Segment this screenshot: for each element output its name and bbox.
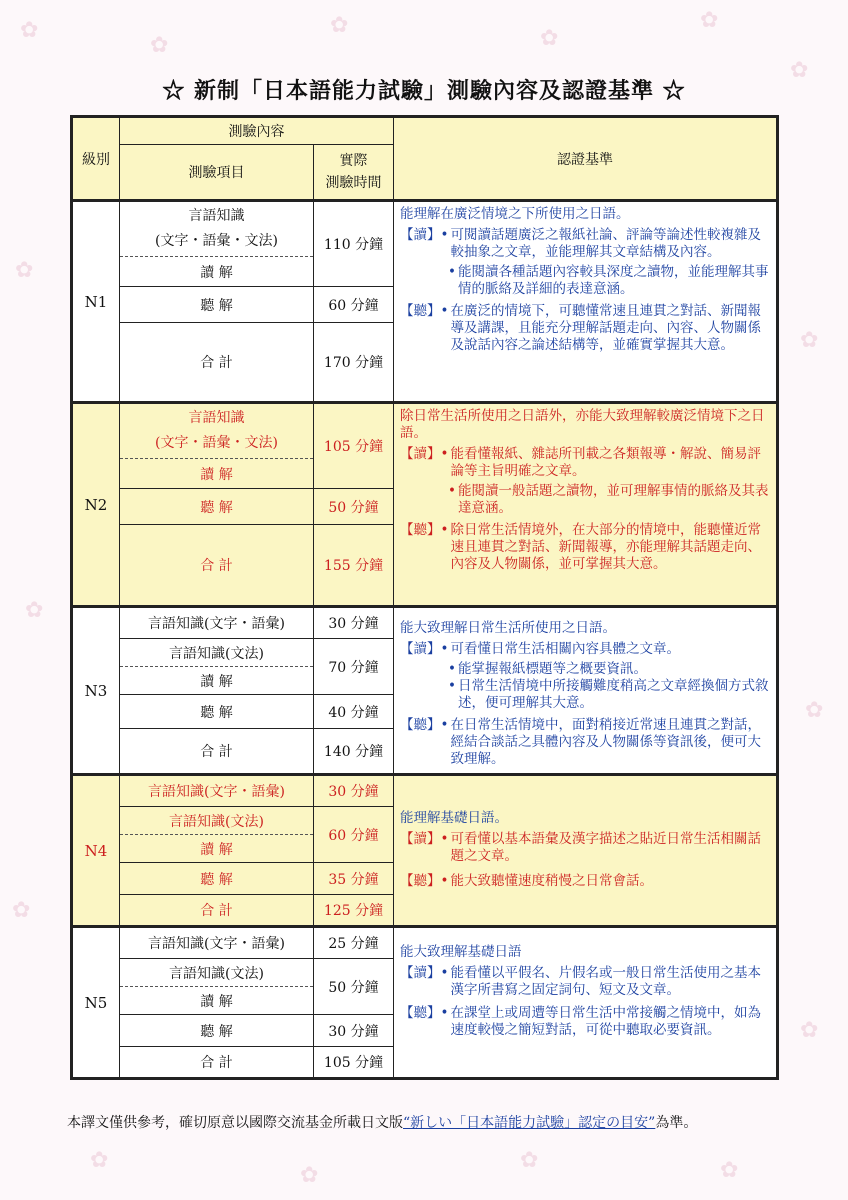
read-point: 能閱讀一般話題之讀物，並可理解事情的脈絡及其表達意涵。 xyxy=(457,483,769,516)
blossom-icon: ✿ xyxy=(300,1163,319,1188)
listen-tag: 【聽】 xyxy=(400,873,441,889)
criteria-lead: 能大致理解日常生活所使用之日語。 xyxy=(400,620,616,636)
test-item: 讀 解 xyxy=(120,667,314,695)
footer-prefix: 本譯文僅供參考，確切原意以國際交流基金所載日文版 xyxy=(67,1115,403,1131)
test-time: 35 分鐘 xyxy=(314,863,394,895)
listen-tag: 【聽】 xyxy=(400,717,441,733)
read-tag: 【讀】 xyxy=(400,641,441,657)
level-n2: N2 xyxy=(72,403,120,607)
test-time: 110 分鐘 xyxy=(314,201,394,287)
test-item: 聽 解 xyxy=(120,863,314,895)
test-time: 30 分鐘 xyxy=(314,1015,394,1047)
blossom-icon: ✿ xyxy=(790,58,809,83)
blossom-icon: ✿ xyxy=(90,1148,109,1173)
test-item: 言語知識 (文字・語彙・文法) xyxy=(120,201,314,257)
blossom-icon: ✿ xyxy=(540,26,559,51)
total-label: 合 計 xyxy=(120,525,314,607)
total-label: 合 計 xyxy=(120,1047,314,1079)
read-point: 可閱讀話題廣泛之報紙社論、評論等論述性較複雜及較抽象之文章，並能理解其文章結構及內容。 xyxy=(450,227,761,260)
criteria-lead: 能理解基礎日語。 xyxy=(400,810,508,826)
criteria-lead: 能大致理解基礎日語 xyxy=(400,944,522,960)
read-point: 能看懂以平假名、片假名或一般日常生活使用之基本漢字所書寫之固定詞句、短文及文章。 xyxy=(450,965,761,998)
level-n5: N5 xyxy=(72,927,120,1079)
blossom-icon: ✿ xyxy=(700,8,719,33)
total-time: 105 分鐘 xyxy=(314,1047,394,1079)
blossom-icon: ✿ xyxy=(25,598,44,623)
listen-point: 除日常生活情境外，在大部分的情境中，能聽懂近常速且連貫之對話、新聞報導，亦能理解其話題走向、內容及人物關係，並可掌握其大意。 xyxy=(450,522,761,572)
blossom-icon: ✿ xyxy=(330,13,349,38)
test-item: 聽 解 xyxy=(120,489,314,525)
level-n3: N3 xyxy=(72,607,120,775)
read-tag: 【讀】 xyxy=(400,227,441,243)
test-item: 讀 解 xyxy=(120,987,314,1015)
total-time: 140 分鐘 xyxy=(314,729,394,775)
test-item: 言語知識 (文字・語彙・文法) xyxy=(120,403,314,459)
page-title: ☆ 新制「日本語能力試驗」測驗內容及認證基準 ☆ xyxy=(162,78,686,104)
blossom-icon: ✿ xyxy=(800,1018,819,1043)
test-item: 讀 解 xyxy=(120,257,314,287)
test-item: 言語知識(文字・語彙) xyxy=(120,607,314,639)
listen-tag: 【聽】 xyxy=(400,522,441,538)
test-time: 60 分鐘 xyxy=(314,807,394,863)
test-item: 言語知識(文字・語彙) xyxy=(120,775,314,807)
test-time: 70 分鐘 xyxy=(314,639,394,695)
header-item: 測驗項目 xyxy=(120,145,314,201)
blossom-icon: ✿ xyxy=(15,258,34,283)
test-item: 言語知識(文法) xyxy=(120,807,314,835)
test-time: 50 分鐘 xyxy=(314,959,394,1015)
header-content: 測驗內容 xyxy=(120,117,394,145)
header-criteria: 認證基準 xyxy=(394,117,778,201)
read-point: 可看懂以基本語彙及漢字描述之貼近日常生活相關話題之文章。 xyxy=(450,831,761,864)
total-time: 125 分鐘 xyxy=(314,895,394,927)
test-item: 讀 解 xyxy=(120,459,314,489)
test-item: 讀 解 xyxy=(120,835,314,863)
footer-source-link[interactable]: “新しい「日本語能力試驗」認定の目安” xyxy=(403,1115,656,1131)
test-time: 25 分鐘 xyxy=(314,927,394,959)
listen-point: 能大致聽懂速度稍慢之日常會話。 xyxy=(450,873,653,889)
listen-point: 在課堂上或周遭等日常生活中常接觸之情境中，如為速度較慢之簡短對話，可從中聽取必要資訊。 xyxy=(450,1005,761,1038)
read-tag: 【讀】 xyxy=(400,446,441,462)
read-point: 能閱讀各種話題內容較具深度之讀物，並能理解其事情的脈絡及詳細的表達意涵。 xyxy=(457,264,769,297)
footer-note xyxy=(67,1112,697,1132)
blossom-icon: ✿ xyxy=(12,898,31,923)
test-time: 30 分鐘 xyxy=(314,607,394,639)
total-time: 155 分鐘 xyxy=(314,525,394,607)
read-point: 日常生活情境中所接觸難度稍高之文章經換個方式敘述，便可理解其大意。 xyxy=(457,678,769,711)
test-item: 聽 解 xyxy=(120,287,314,323)
header-time: 實際 測驗時間 xyxy=(314,145,394,201)
test-time: 50 分鐘 xyxy=(314,489,394,525)
criteria-lead: 能理解在廣泛情境之下所使用之日語。 xyxy=(400,206,630,222)
test-item: 言語知識(文字・語彙) xyxy=(120,927,314,959)
read-point: 可看懂日常生活相關內容具體之文章。 xyxy=(450,641,680,657)
test-time: 105 分鐘 xyxy=(314,403,394,489)
read-point: 能看懂報紙、雜誌所刊載之各類報導・解說、簡易評論等主旨明確之文章。 xyxy=(450,446,761,479)
blossom-icon: ✿ xyxy=(20,18,39,43)
criteria-n1: 能理解在廣泛情境之下所使用之日語。 【讀】 • 可閱讀話題廣泛之報紙社論、評論等論述性較複雜及較抽象之文章，並能理解其文章結構及內容。 • 能閱讀各種話題內容較具深度之讀物，並能理解其事情的脈絡及詳細的表達意涵。 【聽】 • 在廣泛的情境下，可聽懂常速且連貫之對話、新聞報導及講課，且能充分理解話題走向、內容、人物關係及說話內容之論述結構等，並確實掌握其大意。 xyxy=(394,201,778,403)
level-n4: N4 xyxy=(72,775,120,927)
test-time: 40 分鐘 xyxy=(314,695,394,729)
criteria-n4: 能理解基礎日語。 【讀】 • 可看懂以基本語彙及漢字描述之貼近日常生活相關話題之文章。 【聽】 • 能大致聽懂速度稍慢之日常會話。 xyxy=(394,775,778,927)
total-label: 合 計 xyxy=(120,895,314,927)
read-point: 能掌握報紙標題等之概要資訊。 xyxy=(457,661,647,677)
criteria-n5: 能大致理解基礎日語 【讀】 • 能看懂以平假名、片假名或一般日常生活使用之基本漢字所書寫之固定詞句、短文及文章。 【聽】 • 在課堂上或周遭等日常生活中常接觸之情境中，如為速度較慢之簡短對話，可從中聽取必要資訊。 xyxy=(394,927,778,1079)
read-tag: 【讀】 xyxy=(400,965,441,981)
blossom-icon: ✿ xyxy=(520,1148,539,1173)
total-label: 合 計 xyxy=(120,323,314,403)
blossom-icon: ✿ xyxy=(720,1158,739,1183)
total-label: 合 計 xyxy=(120,729,314,775)
level-n1: N1 xyxy=(72,201,120,403)
test-time: 60 分鐘 xyxy=(314,287,394,323)
criteria-lead: 除日常生活所使用之日語外，亦能大致理解較廣泛情境下之日語。 xyxy=(400,408,765,441)
footer-suffix: 為準。 xyxy=(655,1115,698,1131)
criteria-n2: 除日常生活所使用之日語外，亦能大致理解較廣泛情境下之日語。 【讀】 • 能看懂報紙、雜誌所刊載之各類報導・解說、簡易評論等主旨明確之文章。 • 能閱讀一般話題之讀物，並可理解事情的脈絡及其表達意涵。 【聽】 • 除日常生活情境外，在大部分的情境中，能聽懂近常速且連貫之對話、新聞報導，亦能理解其話題走向、內容及人物關係，並可掌握其大意。 xyxy=(394,403,778,607)
blossom-icon: ✿ xyxy=(150,33,169,58)
blossom-icon: ✿ xyxy=(805,698,824,723)
test-item: 言語知識(文法) xyxy=(120,959,314,987)
test-time: 30 分鐘 xyxy=(314,775,394,807)
blossom-icon: ✿ xyxy=(800,328,819,353)
criteria-n3: 能大致理解日常生活所使用之日語。 【讀】 • 可看懂日常生活相關內容具體之文章。 • 能掌握報紙標題等之概要資訊。 • 日常生活情境中所接觸難度稍高之文章經換個方式敘述，便可理解其大意。 【聽】 • 在日常生活情境中，面對稍接近常速且連貫之對話，經結合談話之具體內容及人物關係等資訊後，便可大致理解。 xyxy=(394,607,778,775)
header-level: 級別 xyxy=(72,117,120,201)
exam-content-table xyxy=(70,115,779,1080)
read-tag: 【讀】 xyxy=(400,831,441,847)
listen-point: 在廣泛的情境下，可聽懂常速且連貫之對話、新聞報導及講課，且能充分理解話題走向、內容、人物關係及說話內容之論述結構等，並確實掌握其大意。 xyxy=(450,303,761,353)
listen-tag: 【聽】 xyxy=(400,303,441,319)
listen-point: 在日常生活情境中，面對稍接近常速且連貫之對話，經結合談話之具體內容及人物關係等資訊後，便可大致理解。 xyxy=(450,717,761,767)
listen-tag: 【聽】 xyxy=(400,1005,441,1021)
test-item: 聽 解 xyxy=(120,1015,314,1047)
total-time: 170 分鐘 xyxy=(314,323,394,403)
test-item: 聽 解 xyxy=(120,695,314,729)
test-item: 言語知識(文法) xyxy=(120,639,314,667)
